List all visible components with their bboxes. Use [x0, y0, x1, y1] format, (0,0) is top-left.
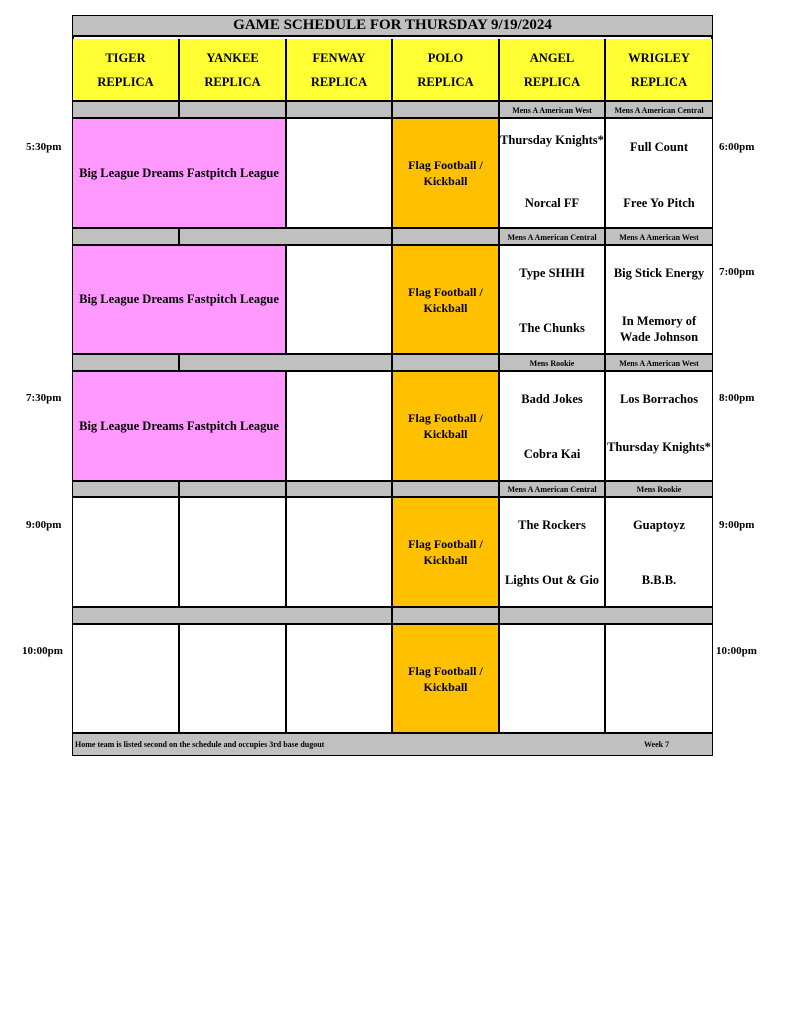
- field-name: ANGEL: [529, 50, 575, 65]
- schedule-title: GAME SCHEDULE FOR THURSDAY 9/19/2024: [73, 16, 712, 37]
- game-cell-wrigley: [606, 372, 712, 482]
- division-label: Mens A American Central: [614, 106, 704, 115]
- time-label-right: 7:00pm: [719, 266, 755, 278]
- fastpitch-block: Big League Dreams Fastpitch League: [73, 372, 287, 482]
- team-name: In Memory of Wade Johnson: [619, 314, 699, 344]
- field-name: FENWAY: [312, 50, 366, 65]
- team-name: Type SHHH: [519, 266, 585, 280]
- time-label-left: 9:00pm: [26, 519, 62, 531]
- time-label-left: 10:00pm: [22, 645, 63, 657]
- team-name: Cobra Kai: [523, 447, 581, 461]
- divider: [178, 229, 180, 246]
- flag-football-block: Flag Football / Kickball: [393, 246, 500, 355]
- divider: [178, 482, 180, 498]
- footer-note: Home team is listed second on the schedule and occupies 3rd base dugout: [75, 740, 325, 749]
- time-label-left: 7:30pm: [26, 392, 62, 404]
- empty-cell: [287, 498, 393, 608]
- empty-cell: [180, 498, 287, 608]
- empty-cell: [287, 246, 393, 355]
- fastpitch-block: Big League Dreams Fastpitch League: [73, 246, 287, 355]
- flag-football-block: Flag Football / Kickball: [393, 119, 500, 229]
- field-header-fenway: [287, 39, 393, 102]
- field-name: POLO: [427, 50, 464, 65]
- game-cell-angel: [500, 372, 606, 482]
- empty-cell: [500, 625, 606, 734]
- team-name: Norcal FF: [524, 196, 580, 210]
- division-label: Mens A American West: [512, 106, 592, 115]
- divider: [178, 355, 180, 372]
- divider: [391, 608, 393, 625]
- team-name: Los Borrachos: [619, 392, 699, 406]
- game-cell-wrigley: [606, 119, 712, 229]
- field-header-polo: [393, 39, 500, 102]
- week-label: Week 7: [644, 740, 670, 749]
- time-label-right: 8:00pm: [719, 392, 755, 404]
- division-label: Mens A American West: [619, 359, 699, 368]
- field-header-tiger: [73, 39, 180, 102]
- field-header-yankee: [180, 39, 287, 102]
- fastpitch-block: Big League Dreams Fastpitch League: [73, 119, 287, 229]
- empty-cell: [287, 625, 393, 734]
- time-label-right: 6:00pm: [719, 141, 755, 153]
- field-sub: REPLICA: [204, 74, 261, 89]
- division-label: Mens Rookie: [636, 485, 682, 494]
- team-name: The Chunks: [519, 321, 585, 335]
- team-name: Guaptoyz: [632, 518, 686, 532]
- team-name: Free Yo Pitch: [623, 196, 695, 210]
- empty-cell: [287, 119, 393, 229]
- field-header-angel: [500, 39, 606, 102]
- team-name: Badd Jokes: [521, 392, 583, 406]
- divider: [178, 102, 180, 119]
- flag-football-block: Flag Football / Kickball: [393, 498, 500, 608]
- divider: [391, 102, 393, 119]
- time-label-left: 5:30pm: [26, 141, 62, 153]
- field-sub: REPLICA: [630, 74, 688, 89]
- game-cell-wrigley: [606, 498, 712, 608]
- field-header-wrigley: [606, 39, 712, 102]
- team-name: Thursday Knights*: [500, 133, 604, 147]
- team-name: Big Stick Energy: [613, 266, 705, 280]
- division-label: Mens A American Central: [507, 233, 597, 242]
- field-sub: REPLICA: [417, 74, 474, 89]
- division-label: Mens Rookie: [529, 359, 575, 368]
- field-sub: REPLICA: [97, 74, 154, 89]
- time-label-right: 10:00pm: [716, 645, 757, 657]
- team-name: Full Count: [629, 140, 688, 154]
- divider: [285, 482, 287, 498]
- divider: [391, 482, 393, 498]
- empty-cell: [180, 625, 287, 734]
- divider: [498, 608, 500, 625]
- field-sub: REPLICA: [523, 74, 581, 89]
- team-name: The Rockers: [518, 518, 586, 532]
- empty-cell: [606, 625, 712, 734]
- empty-cell: [73, 625, 180, 734]
- game-cell-angel: [500, 498, 606, 608]
- divider: [391, 355, 393, 372]
- empty-cell: [73, 498, 180, 608]
- game-cell-angel: [500, 246, 606, 355]
- flag-football-block: Flag Football / Kickball: [393, 372, 500, 482]
- team-name: Thursday Knights*: [607, 440, 711, 454]
- division-label: Mens A American Central: [507, 485, 597, 494]
- team-name: Lights Out & Gio: [504, 573, 600, 587]
- field-name: TIGER: [105, 50, 146, 65]
- empty-cell: [287, 372, 393, 482]
- division-label: Mens A American West: [619, 233, 699, 242]
- field-sub: REPLICA: [310, 74, 368, 89]
- time-label-right: 9:00pm: [719, 519, 755, 531]
- field-name: WRIGLEY: [628, 50, 690, 65]
- divider: [285, 102, 287, 119]
- flag-football-block: Flag Football / Kickball: [393, 625, 500, 734]
- divider: [391, 229, 393, 246]
- field-name: YANKEE: [206, 50, 259, 65]
- team-name: B.B.B.: [641, 573, 677, 587]
